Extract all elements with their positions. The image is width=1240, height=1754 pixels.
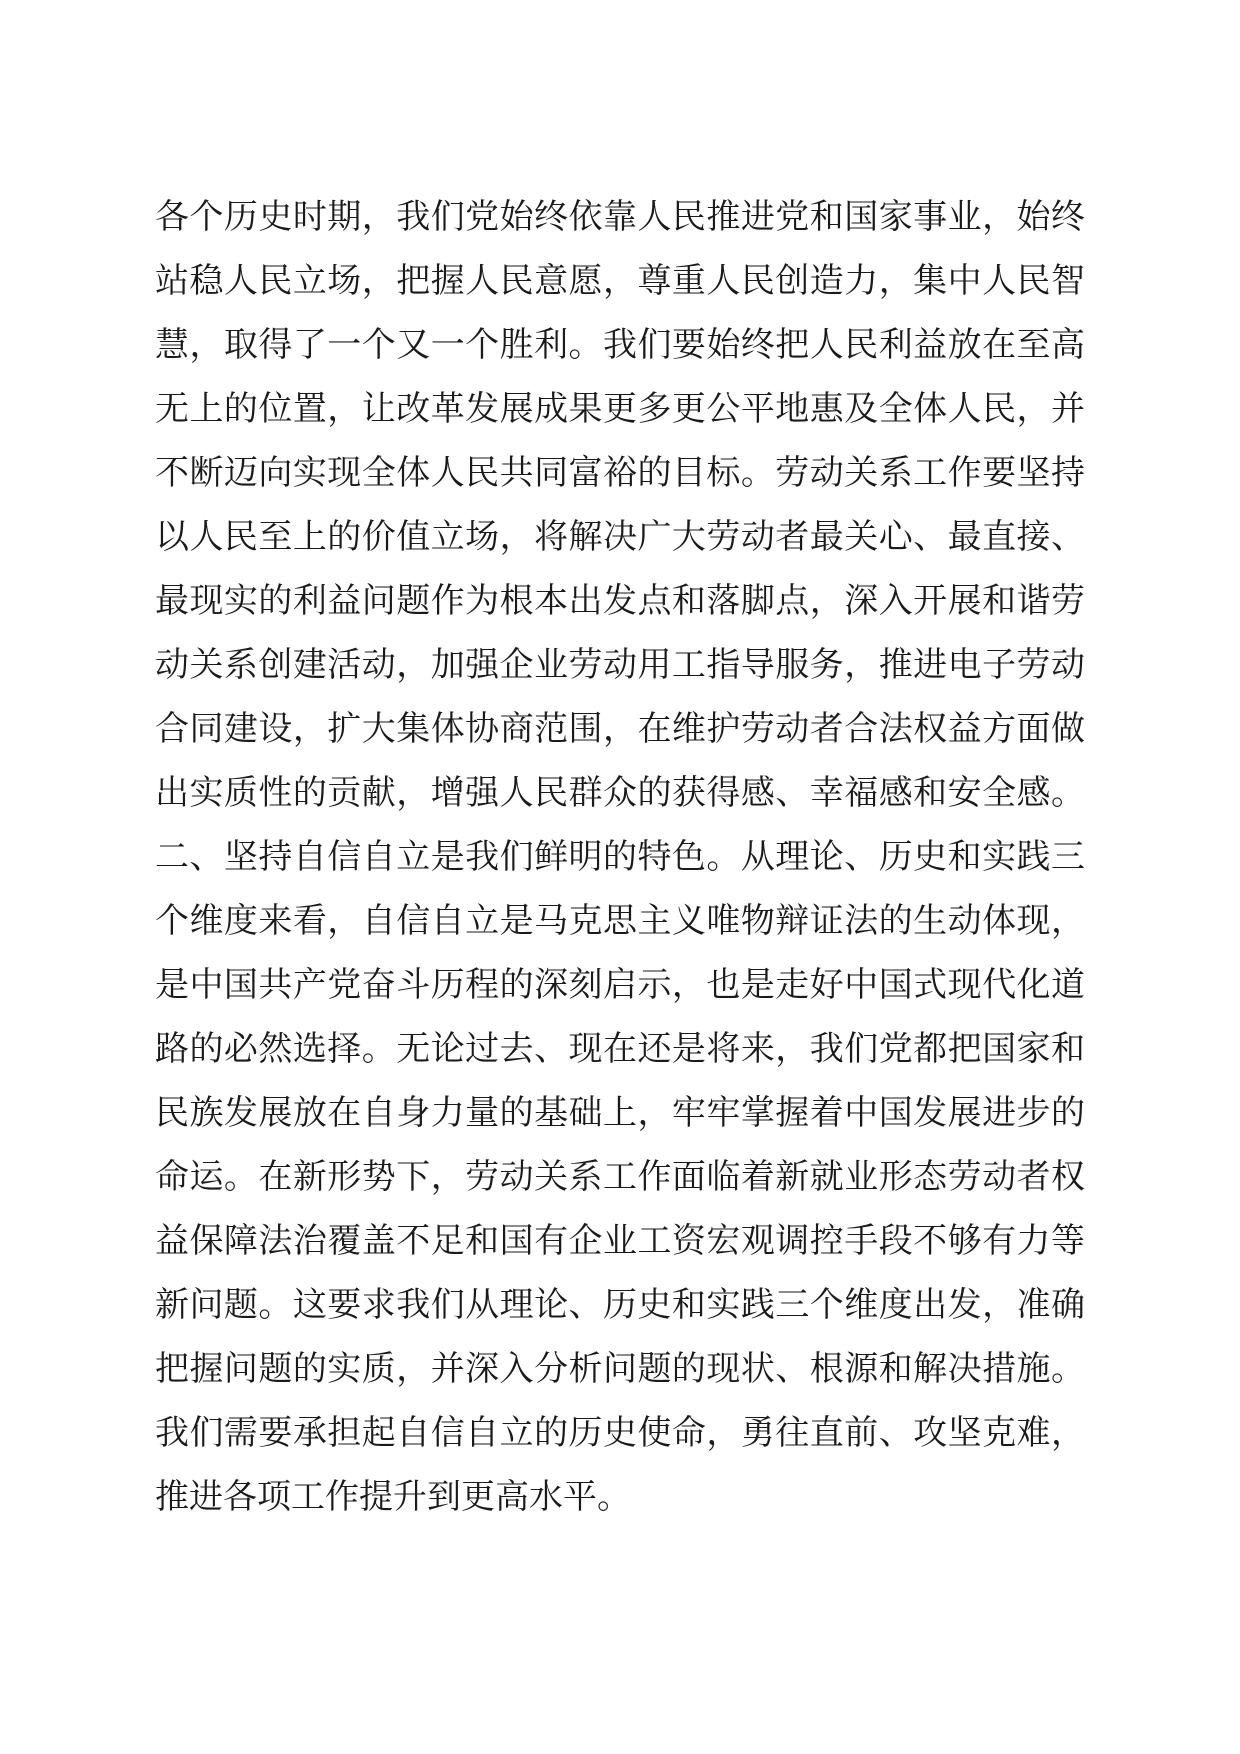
text-line: 不断迈向实现全体人民共同富裕的目标。劳动关系工作要坚持 (155, 453, 1085, 493)
text-line: 是中国共产党奋斗历程的深刻启示，也是走好中国式现代化道 (155, 965, 1085, 1005)
text-line: 命运。在新形势下，劳动关系工作面临着新就业形态劳动者权 (155, 1157, 1085, 1197)
text-line: 益保障法治覆盖不足和国有企业工资宏观调控手段不够有力等 (155, 1221, 1085, 1261)
text-line: 站稳人民立场，把握人民意愿，尊重人民创造力，集中人民智 (155, 261, 1085, 301)
text-line: 新问题。这要求我们从理论、历史和实践三个维度出发，准确 (155, 1285, 1085, 1325)
text-line: 以人民至上的价值立场，将解决广大劳动者最关心、最直接、 (155, 517, 1085, 557)
text-line: 出实质性的贡献，增强人民群众的获得感、幸福感和安全感。 (155, 773, 1085, 813)
text-line: 民族发展放在自身力量的基础上，牢牢掌握着中国发展进步的 (155, 1093, 1085, 1133)
paragraph-2 (155, 825, 1085, 1529)
text-line: 合同建设，扩大集体协商范围，在维护劳动者合法权益方面做 (155, 709, 1085, 749)
text-line: 各个历史时期，我们党始终依靠人民推进党和国家事业，始终 (155, 197, 1085, 237)
document-body (155, 185, 1085, 1529)
text-line: 慧，取得了一个又一个胜利。我们要始终把人民利益放在至高 (155, 325, 1085, 365)
text-line: 二、坚持自信自立是我们鲜明的特色。从理论、历史和实践三 (155, 837, 1085, 877)
paragraph-1 (155, 185, 1085, 825)
text-line: 路的必然选择。无论过去、现在还是将来，我们党都把国家和 (155, 1029, 1085, 1069)
text-line: 把握问题的实质，并深入分析问题的现状、根源和解决措施。 (155, 1349, 1085, 1389)
text-line: 我们需要承担起自信自立的历史使命，勇往直前、攻坚克难， (155, 1413, 1085, 1453)
text-line: 动关系创建活动，加强企业劳动用工指导服务，推进电子劳动 (155, 645, 1085, 685)
text-line: 无上的位置，让改革发展成果更多更公平地惠及全体人民，并 (155, 389, 1085, 429)
text-line: 个维度来看，自信自立是马克思主义唯物辩证法的生动体现， (155, 901, 1085, 941)
text-line: 推进各项工作提升到更高水平。 (155, 1477, 631, 1517)
text-line: 最现实的利益问题作为根本出发点和落脚点，深入开展和谐劳 (155, 581, 1085, 621)
